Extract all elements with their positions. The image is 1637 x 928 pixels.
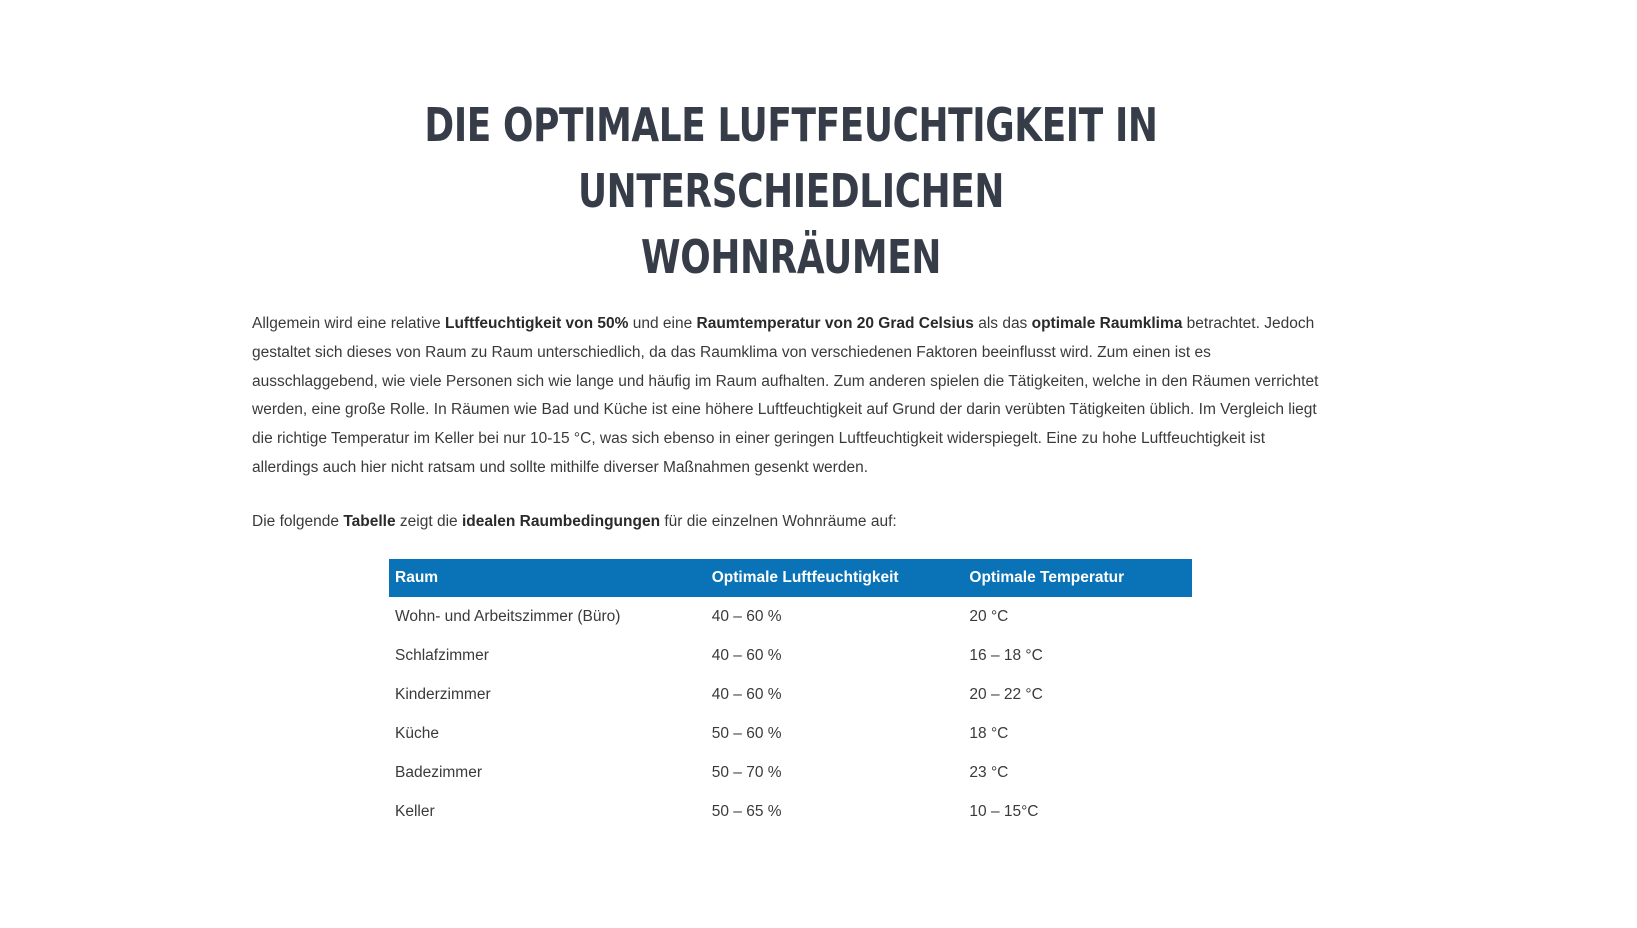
cell-humidity: 50 – 60 % (711, 724, 782, 742)
cell-temperature: 18 °C (969, 724, 1009, 742)
cell-room: Wohn- und Arbeitszimmer (Büro) (395, 607, 621, 625)
table-row (389, 753, 1192, 792)
lead-highlight-table: Tabelle (343, 512, 396, 530)
lead-text-1: Die folgende (252, 512, 344, 530)
page-title-line-2: WOHNRÄUMEN (641, 230, 941, 284)
lead-text-2: zeigt die (395, 512, 462, 530)
cell-temperature: 20 – 22 °C (969, 685, 1043, 703)
intro-paragraph (252, 310, 1330, 483)
cell-temperature: 20 °C (969, 607, 1009, 625)
cell-room: Kinderzimmer (395, 685, 491, 703)
cell-room: Küche (395, 724, 439, 742)
table-row (389, 675, 1192, 714)
cell-humidity: 50 – 65 % (711, 802, 782, 820)
intro-text-1: Allgemein wird eine relative (252, 315, 445, 332)
intro-text-2: und eine (628, 315, 697, 332)
room-climate-table (389, 559, 1192, 831)
intro-highlight-temperature: Raumtemperatur von 20 Grad Celsius (696, 315, 974, 332)
cell-room: Schlafzimmer (395, 646, 489, 664)
cell-temperature: 10 – 15°C (969, 802, 1039, 820)
cell-humidity: 40 – 60 % (711, 646, 782, 664)
page-title-line-1: DIE OPTIMALE LUFTFEUCHTIGKEIT IN UNTERSCHIEDLICHEN (424, 98, 1158, 218)
intro-text-4: betrachtet. Jedoch gestaltet sich dieses von Raum zu Raum unterschiedlich, da das Raumklima von verschiedenen Faktoren beeinflusst wird. Zum einen ist es ausschlaggebend, wie viele Personen sich wie lange und häufig im Raum aufhalten. Zum anderen spielen die Tätigkeiten, welche in den Räumen verrichtet werden, eine große Rolle. In Räumen wie Bad und Küche ist eine höhere Luftfeuchtigkeit auf Grund der darin verübten Tätigkeiten üblich. Im Vergleich liegt die richtige Temperatur im Keller bei nur 10-15 °C, was sich ebenso in einer geringen Luftfeuchtigkeit widerspiegelt. Eine zu hohe Luftfeuchtigkeit ist allerdings auch hier nicht ratsam und sollte mithilfe diverser Maßnahmen gesenkt werden. (252, 315, 1319, 476)
table-header-row (389, 559, 1192, 597)
cell-temperature: 23 °C (969, 763, 1009, 781)
table-lead-paragraph (252, 508, 1330, 537)
cell-humidity: 40 – 60 % (711, 607, 782, 625)
cell-humidity: 50 – 70 % (711, 763, 782, 781)
lead-text-3: für die einzelnen Wohnräume auf: (660, 512, 897, 530)
table-row (389, 714, 1192, 753)
cell-room: Keller (395, 802, 435, 820)
column-header-humidity: Optimale Luftfeuchtigkeit (711, 569, 899, 586)
table-row (389, 636, 1192, 675)
article-content (252, 92, 1330, 552)
intro-highlight-humidity: Luftfeuchtigkeit von 50% (444, 315, 629, 332)
intro-text-3: als das (973, 315, 1032, 332)
cell-room: Badezimmer (395, 763, 482, 781)
cell-temperature: 16 – 18 °C (969, 646, 1043, 664)
intro-highlight-climate: optimale Raumklima (1031, 315, 1183, 332)
cell-humidity: 40 – 60 % (711, 685, 782, 703)
page-title (371, 92, 1212, 290)
column-header-room: Raum (395, 569, 439, 586)
lead-highlight-conditions: idealen Raumbedingungen (461, 512, 661, 530)
column-header-temperature: Optimale Temperatur (969, 569, 1125, 586)
table-row (389, 792, 1192, 831)
table-row (389, 597, 1192, 636)
